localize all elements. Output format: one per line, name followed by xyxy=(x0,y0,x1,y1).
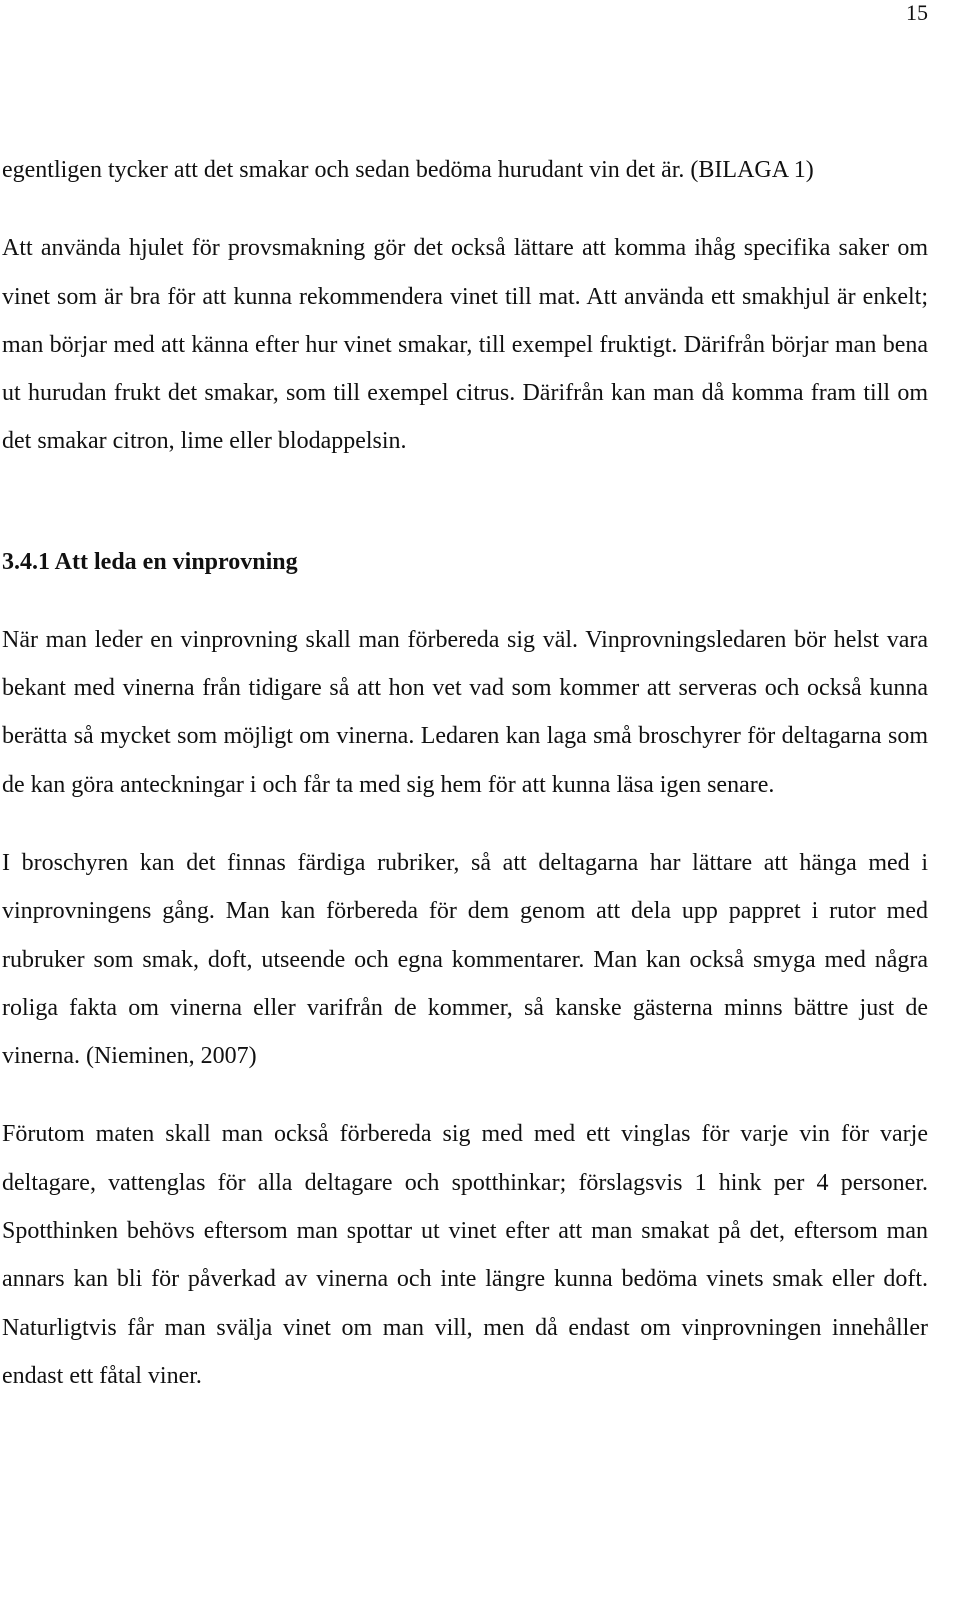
heading-spacer xyxy=(2,586,928,616)
paragraph-preparation: Förutom maten skall man också förbereda sig med med ett vinglas för varje vin för varje deltagare, vattenglas för alla deltagare och spotthinkar; förslagsvis 1 hink per 4 personer. Spotthinken behövs eftersom man spottar ut vinet efter att man smakat på det, eftersom man annars kan bli för påverkad av vinerna och inte längre kunna bedöma vinets smak eller doft. Naturligtvis får man svälja vinet om man vill, men då endast om vinprovningen innehåller endast ett fåtal viner. xyxy=(2,1121,928,1389)
paragraph-continuation: egentligen tycker att det smakar och sedan bedöma hurudant vin det är. (BILAGA 1) xyxy=(2,157,814,183)
page-number: 15 xyxy=(906,0,928,25)
paragraph-brochure: I broschyren kan det finnas färdiga rubriker, så att deltagarna har lättare att hänga med i vinprovningens gång. Man kan förbereda för dem genom att dela upp pappret i rutor med rubruker som smak, doft, utseende och egna kommentarer. Man kan också smyga med några roliga fakta om vinerna eller varifrån de kommer, så kanske gästerna minns bättre just de vinerna. (Nieminen, 2007) xyxy=(2,849,928,1070)
paragraph-spacer xyxy=(2,194,928,224)
document-body xyxy=(2,146,928,1400)
paragraph-tasting-wheel: Att använda hjulet för provsmakning gör det också lättare att komma ihåg specifika saker om vinet som är bra för att kunna rekommendera vinet till mat. Att använda ett smakhjul är enkelt; man börjar med att känna efter hur vinet smakar, till exempel fruktigt. Därifrån börjar man bena ut hurudan frukt det smakar, som till exempel citrus. Därifrån kan man då komma fram till om det smakar citron, lime eller blodappelsin. xyxy=(2,235,928,455)
paragraph-spacer xyxy=(2,809,928,839)
section-heading: 3.4.1 Att leda en vinprovning xyxy=(2,548,298,575)
section-spacer xyxy=(2,466,928,538)
paragraph-spacer xyxy=(2,1080,928,1110)
paragraph-leading-tasting: När man leder en vinprovning skall man förbereda sig väl. Vinprovningsledaren bör helst vara bekant med vinerna från tidigare så att hon vet vad som kommer att serveras och också kunna berätta så mycket som möjligt om vinerna. Ledaren kan laga små broschyrer för deltagarna som de kan göra anteckningar i och får ta med sig hem för att kunna läsa igen senare. xyxy=(2,626,928,798)
